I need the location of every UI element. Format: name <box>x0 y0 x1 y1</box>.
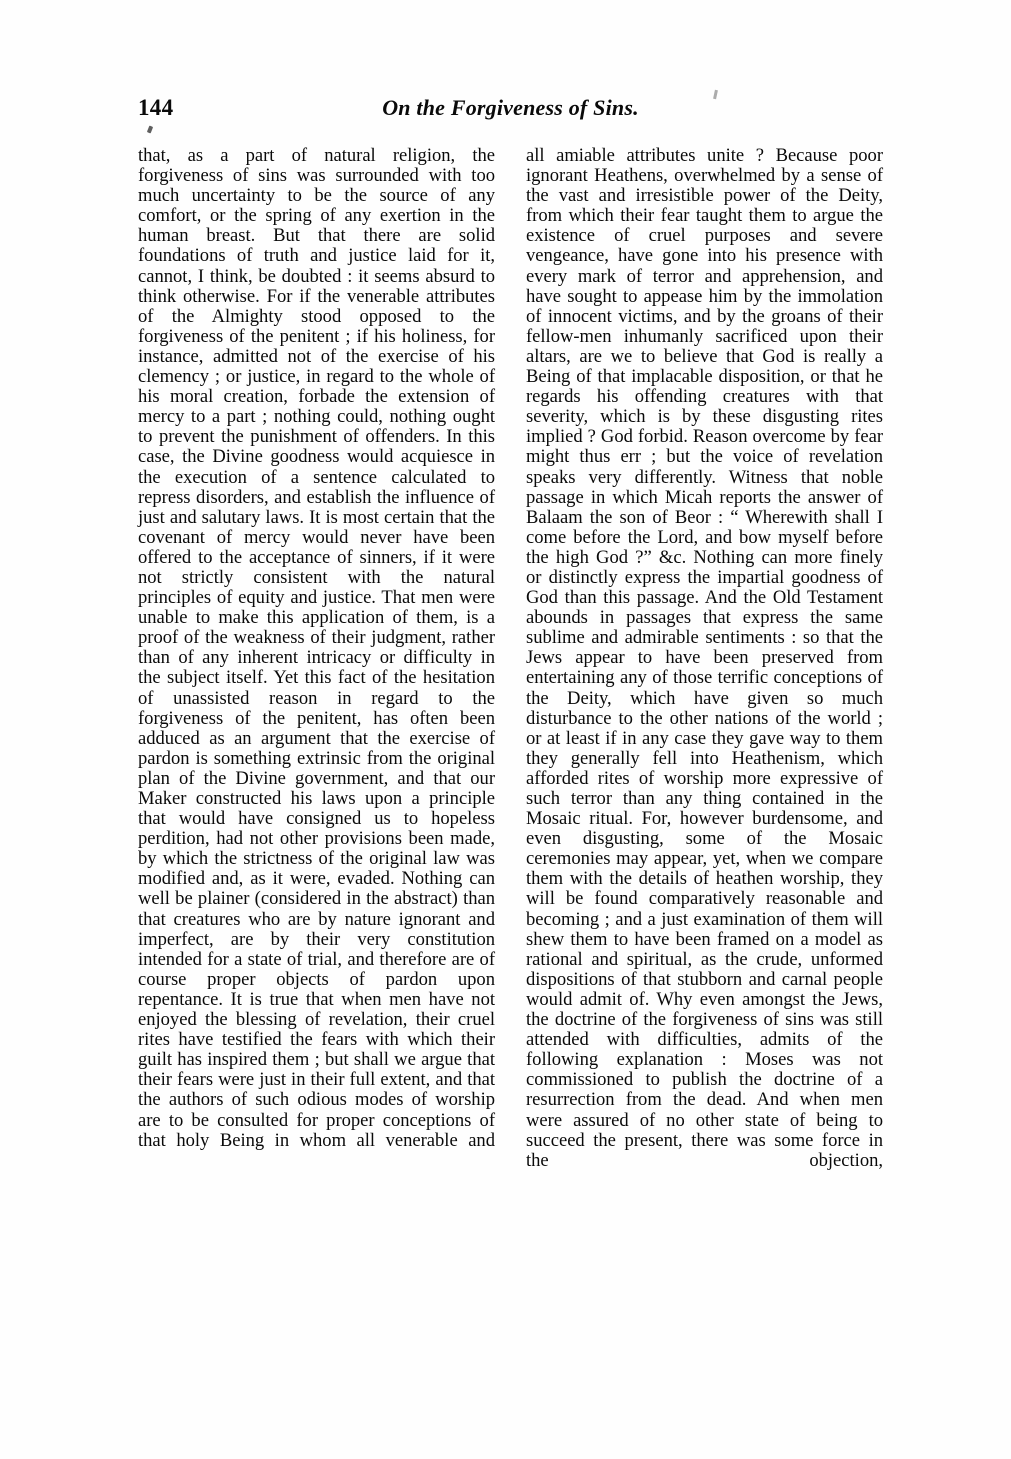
column-left-text: that, as a part of natural religion, the forgiveness of sins was surrounded with too much uncertainty to be the source of any comfort, or the spring of any exertion in the human breast. But that there are solid foundations of truth and justice laid for it, cannot, I think, be doubted : it seems absurd to think otherwise. For if the venerable attributes of the Almighty stood opposed to the forgiveness of the penitent ; if his holiness, for instance, admitted not of the exercise of his clemency ; or justice, in regard to the whole of his moral creation, forbade the extension of mercy to a part ; nothing could, nothing ought to prevent the punishment of offenders. In this case, the Divine goodness would acquiesce in the execution of a sentence calculated to repress disorders, and establish the influence of just and salutary laws. It is most certain that the covenant of mercy would never have been offered to the acceptance of sinners, if it were not strictly consistent with the natural principles of equity and justice. That men were unable to make this application of them, is a proof of the weakness of their judgment, rather than of any inherent intricacy or difficulty in the subject itself. Yet this fact of the hesitation of unassisted reason in regard to the forgiveness of the penitent, has often been adduced as an argument that the exercise of pardon is something extrinsic from the original plan of the Divine government, and that our Maker constructed his laws upon a principle that would have consigned us to hopeless perdition, had not other provisions been made, by which the strictness of the original law was modified and, as it were, evaded. Nothing can well be plainer (considered in the abstract) than that creatures who are by nature ignorant and imperfect, are by their very constitution intended for a state of trial, and therefore are of course proper objects of pardon upon repentance. It is true that when men have not enjoyed the blessing of revelation, their cruel rites have testified the fears with which their guilt has inspired them ; but shall we argue that their fears were just in their full extent, and that the authors of such odious modes of worship are to be consulted for proper conceptions of that holy Being in whom all venerable and <box>138 145 495 1151</box>
page-number: 144 <box>138 95 174 120</box>
running-head <box>138 96 883 130</box>
text-column-left <box>138 146 495 1151</box>
scan-artifact-speck <box>147 126 153 134</box>
column-right-text: all amiable attributes unite ? Because poor ignorant Heathens, overwhelmed by a sense of the vast and irresistible power of the Deity, from which their fear taught them to argue the existence of cruel purposes and severe vengeance, have gone into his presence with every mark of terror and apprehension, and have sought to appease him by the immolation of innocent victims, and by the groans of their fellow-men inhumanly sacrificed upon their altars, are we to believe that God is really a Being of that implacable disposition, or that he regards his offending creatures with that severity, which is by these disgusting rites implied ? God forbid. Reason overcome by fear might thus err ; but the voice of revelation speaks very differently. Witness that noble passage in which Micah reports the answer of Balaam the son of Beor : “ Wherewith shall I come before the Lord, and bow myself before the high God ?” &c. Nothing can more finely or distinctly express the impartial goodness of God than this passage. And the Old Testament abounds in passages that express the same sublime and admirable sentiments : so that the Jews appear to have been preserved from entertaining any of those terrific conceptions of the Deity, which have given so much disturbance to the other nations of the world ; or at least if in any case they gave way to them they generally fell into Heathenism, which afforded rites of worship more expressive of such terror than any thing contained in the Mosaic ritual. For, however burdensome, and even disgusting, some of the Mosaic ceremonies may appear, yet, when we compare them with the details of heathen worship, they will be found comparatively reasonable and becoming ; and a just examination of them will shew them to have been framed on a model as rational and spiritual, as the crude, unformed dispositions of that stubborn and carnal people would admit of. Why even amongst the Jews, the doctrine of the forgiveness of sins was still attended with difficulties, admits of the following explanation : Moses was not commissioned to publish the doctrine of a resurrection from the dead. And when men were assured of no other state of being to succeed the present, there was some force in the objection, <box>526 145 883 1171</box>
text-column-right <box>526 146 883 1171</box>
running-title: On the Forgiveness of Sins. <box>382 95 639 120</box>
